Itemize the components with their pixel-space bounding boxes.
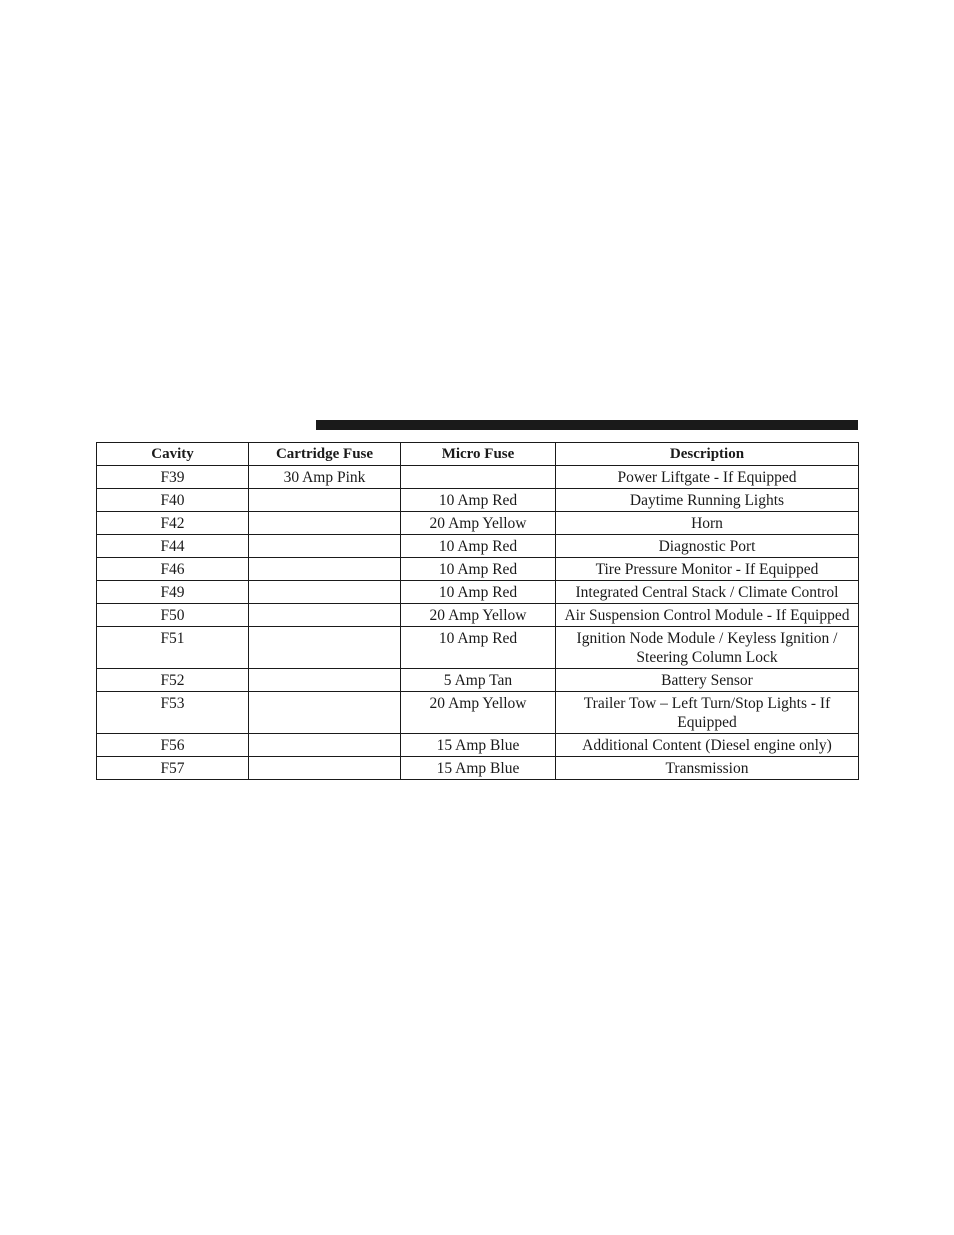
micro-fuse-cell: 10 Amp Red bbox=[401, 581, 556, 604]
description-cell: Transmission bbox=[556, 757, 859, 780]
fuse-table bbox=[96, 442, 859, 780]
table-row bbox=[97, 558, 859, 581]
table-row bbox=[97, 512, 859, 535]
table-row bbox=[97, 757, 859, 780]
table-row bbox=[97, 669, 859, 692]
table-header-row bbox=[97, 443, 859, 466]
description-cell: Ignition Node Module / Keyless Ignition / Steering Column Lock bbox=[556, 627, 859, 669]
header-micro-fuse: Micro Fuse bbox=[401, 443, 556, 466]
micro-fuse-cell: 20 Amp Yellow bbox=[401, 692, 556, 734]
table-row bbox=[97, 627, 859, 669]
micro-fuse-cell: 20 Amp Yellow bbox=[401, 512, 556, 535]
table-row bbox=[97, 581, 859, 604]
description-cell: Horn bbox=[556, 512, 859, 535]
description-cell: Trailer Tow – Left Turn/Stop Lights - If Equipped bbox=[556, 692, 859, 734]
micro-fuse-cell: 15 Amp Blue bbox=[401, 734, 556, 757]
cavity-cell: F51 bbox=[97, 627, 249, 669]
table-row bbox=[97, 466, 859, 489]
cavity-cell: F50 bbox=[97, 604, 249, 627]
micro-fuse-cell: 10 Amp Red bbox=[401, 558, 556, 581]
section-header-bar bbox=[316, 420, 858, 430]
cartridge-fuse-cell bbox=[249, 489, 401, 512]
cavity-cell: F42 bbox=[97, 512, 249, 535]
cartridge-fuse-cell bbox=[249, 734, 401, 757]
header-cartridge-fuse: Cartridge Fuse bbox=[249, 443, 401, 466]
table-row bbox=[97, 734, 859, 757]
micro-fuse-cell: 15 Amp Blue bbox=[401, 757, 556, 780]
cavity-cell: F57 bbox=[97, 757, 249, 780]
cavity-cell: F49 bbox=[97, 581, 249, 604]
cartridge-fuse-cell bbox=[249, 604, 401, 627]
table-row bbox=[97, 535, 859, 558]
description-cell: Integrated Central Stack / Climate Control bbox=[556, 581, 859, 604]
cavity-cell: F56 bbox=[97, 734, 249, 757]
header-cavity: Cavity bbox=[97, 443, 249, 466]
cavity-cell: F44 bbox=[97, 535, 249, 558]
header-description: Description bbox=[556, 443, 859, 466]
table-row bbox=[97, 692, 859, 734]
description-cell: Power Liftgate - If Equipped bbox=[556, 466, 859, 489]
description-cell: Battery Sensor bbox=[556, 669, 859, 692]
cartridge-fuse-cell bbox=[249, 558, 401, 581]
cavity-cell: F52 bbox=[97, 669, 249, 692]
description-cell: Daytime Running Lights bbox=[556, 489, 859, 512]
micro-fuse-cell: 5 Amp Tan bbox=[401, 669, 556, 692]
cartridge-fuse-cell bbox=[249, 512, 401, 535]
cartridge-fuse-cell: 30 Amp Pink bbox=[249, 466, 401, 489]
micro-fuse-cell: 20 Amp Yellow bbox=[401, 604, 556, 627]
micro-fuse-cell: 10 Amp Red bbox=[401, 489, 556, 512]
cartridge-fuse-cell bbox=[249, 757, 401, 780]
cavity-cell: F53 bbox=[97, 692, 249, 734]
micro-fuse-cell: 10 Amp Red bbox=[401, 535, 556, 558]
cavity-cell: F39 bbox=[97, 466, 249, 489]
cartridge-fuse-cell bbox=[249, 581, 401, 604]
cavity-cell: F46 bbox=[97, 558, 249, 581]
cartridge-fuse-cell bbox=[249, 669, 401, 692]
description-cell: Tire Pressure Monitor - If Equipped bbox=[556, 558, 859, 581]
micro-fuse-cell bbox=[401, 466, 556, 489]
table-row bbox=[97, 489, 859, 512]
cartridge-fuse-cell bbox=[249, 535, 401, 558]
cartridge-fuse-cell bbox=[249, 692, 401, 734]
cavity-cell: F40 bbox=[97, 489, 249, 512]
description-cell: Air Suspension Control Module - If Equipped bbox=[556, 604, 859, 627]
table-row bbox=[97, 604, 859, 627]
cartridge-fuse-cell bbox=[249, 627, 401, 669]
micro-fuse-cell: 10 Amp Red bbox=[401, 627, 556, 669]
description-cell: Diagnostic Port bbox=[556, 535, 859, 558]
description-cell: Additional Content (Diesel engine only) bbox=[556, 734, 859, 757]
